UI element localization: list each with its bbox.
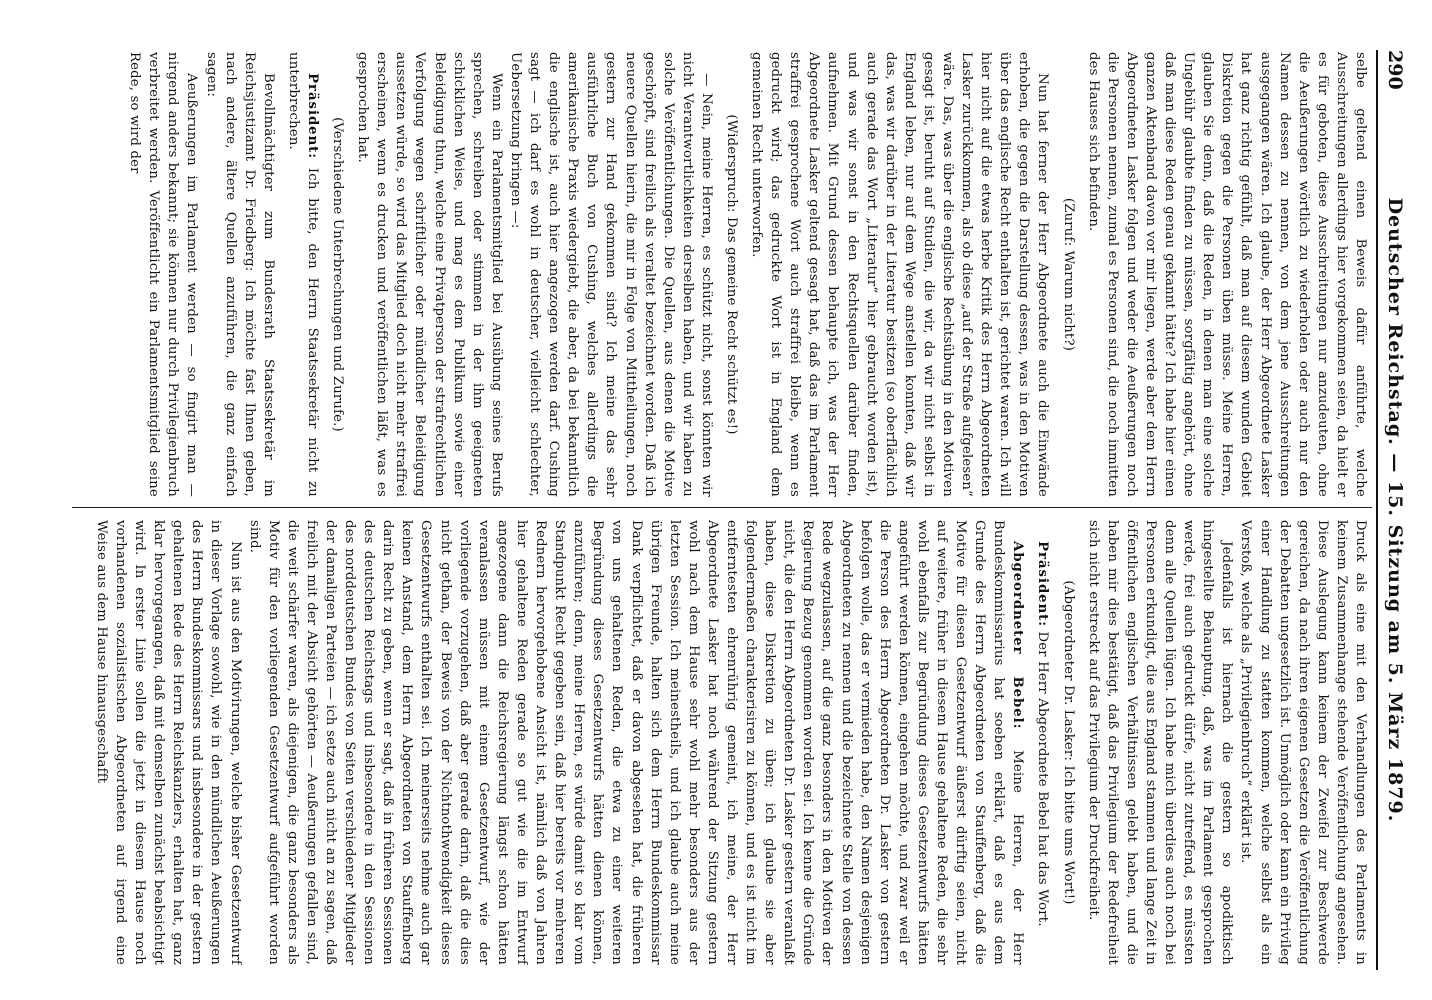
paragraph: selbe geltend einen Beweis dafür anführte, welche Ausschreitungen allerdings hier vorgekommen seien, da hielt er es für geboten, diese Ausschreitungen nur anzudeuten, ohne die Aeußerungen wörtlich zu wiederholen oder auch nur den Namen dessen zu nennen, von dem jene Ausschreitungen ausgegangen wären. Ich glaube, der Herr Abgeordnete Lasker hat ganz richtig gefühlt, daß man auf diesem wunden Gebiet Diskretion gegen die Personen üben müsse. Meine Herren, glauben Sie denn, daß die Reden, in denen man eine solche Ungebühr glaubte finden zu müssen, sorgfältig angehört, ohne daß man diese Reden genau gekannt hätte? Ich habe hier einen ganzen Aktenband davon vor mir liegen, werde aber dem Herrn Abgeordneten Lasker folgen und weder die Aeußerungen noch die Personen nennen, zumal es Personen sind, die noch inmitten des Hauses sich befinden. (1085, 52, 1368, 497)
speaker-name: Präsident: (305, 73, 321, 160)
speaker-name: Abgeordneter Bebel: (1010, 541, 1026, 730)
speaker-paragraph (284, 52, 322, 497)
quotation: Wenn ein Parlamentsmitglied bei Ausübung seines Berufs sprechen, schreiben oder stimmen in der ihm geeigneten schicklichen Weise, und mag es dem Publikum sowie einer Beleidigung thun, welche eine Privatperson der strafrechtlichen Verfolgung wegen schriftlicher oder mündlicher Beleidigung aussetzen würde, so wird das Mitglied doch nicht mehr straffrei erscheinen, wenn es drucken und veröffentlichen läßt, was es gesprochen hat. (355, 52, 504, 497)
interjection: (Zuruf: Warum nicht?) (1060, 197, 1076, 352)
speech-text: Meine Herren, der Herr Bundeskommissarius hat soeben erklärt, daß es aus dem Grunde des Herrn Abgeordneten von Stauffenberg, daß die Motive für diesen Gesetzentwurf äußerst dürftig seien, nicht auf weitere, früher in diesem Hause gehaltene Reden, die sehr wohl ebenfalls zur Begründung dieses Gesetzentwurfs hätten angeführt werden können, eingehen möchte, und zwar weil er die Person des Herrn Abgeordneten Dr. Lasker von gestern befolgen wolle, das er vermieden habe, den Namen desjenigen Abgeordneten zu nennen und die bezeichnete Stelle von dessen Rede wegzulassen, auf die ganz besonders in den Motiven der Regierung Bezug genommen worden sei. Ich kenne die Gründe nicht, die den Herrn Abgeordneten Dr. Lasker gestern veranlaßt haben, diese Diskretion zu üben; ich glaube sie aber folgendermaßen charakterisiren zu können, und es ist nicht im entferntesten ehrenrührig gemeint, ich meine, der Herr Abgeordnete Lasker hat noch während der Sitzung gestern wohl nach dem Hause sehr wohl mehr besonders aus der letzten Session. Ich meinestheils, und ich glaube auch meine übrigen Freunde, halten sich dem Herrn Bundeskommissar Dank verpflichtet, daß er davon abgesehen hat, die früheren von uns gehaltenen Reden, die etwa zu einer weiteren Begründung dieses Gesetzentwurfs hätten dienen können, anzuführen; denn, meine Herren, es würde damit so klar vom Standpunkt Recht gegeben sein, daß hier bereits vor mehreren Rednern hervorgehobene Ansicht ist, nämlich daß von Jahren hier gehaltene Reden gerade so gut wie die im Entwurf angezogene dann die Reichsregierung längst schon hätten veranlassen müssen mit einem Gesetzentwurf, wie der vorliegende vorzugehen, daß aber gerade darin, daß die dies nicht gethan, der Beweis von der Nichtnothwendigkeit dieses Gesetzentwurfs enthalten sei. Ich meinerseits nehme auch gar keinen Anstand, dem Herrn Abgeordneten von Stauffenberg darin Recht zu geben, wenn er sagt, daß in früheren Sessionen des deutschen Reichstags und insbesondere in den Sessionen des norddeutschen Bundes von Seiten verschiedener Mitglieder der damaligen Parteien — ich setze auch nicht an zu sagen, daß freilich mit der Absicht gehörten — Aeußerungen gefallen sind, die weit schärfer waren, als diejenigen, die ganz besonders als Motiv für den vorliegenden Gesetzentwurf aufgeführt worden sind. (246, 520, 1026, 965)
column-divider (72, 507, 1372, 508)
interjection: (Abgeordneter Dr. Lasker: Ich bitte ums Wort!) (1060, 580, 1076, 905)
paragraph: — Nein, meine Herren, es schützt nicht, sonst könnten wir nicht Verantwortlichkeiten derselben haben, und wir haben zu solche Veröffentlichungen. Die Quellen, aus denen die Motive geschöpft, sind freilich als veraltet bezeichnet worden. Daß ich neuere Quellen hierin, die mir in Folge von Mittheilungen, noch gestern zur Hand gekommen sind? Ich meine das sehr ausführliche Buch von Cushing, welches allerdings die amerikanische Praxis wiedergiebt, die aber, da bei bekanntlich die englische ist, auch hier angezogen werden darf. Cushing sagt — ich darf es wohl in deutscher, vielleicht schlechter, Uebersetzung bringen —: (507, 52, 714, 497)
paragraph: Nun ist aus den Motivirungen, welche bisher Gesetzentwurf in dieser Vorlage sowohl, wie in den mündlichen Aeußerungen des Herrn Bundeskommissars und insbesondere in der gestern gehaltenen Rede des Herrn Reichskanzlers, erhalten hat, ganz klar hervorgegangen, daß mit demselben zunächst beabsichtigt wird. In erster Linie sollen die jetzt in diesem Hause noch vorhandenen sozialistischen Abgeordneten auf irgend eine Weise aus dem Hause hinausgeschafft (93, 520, 243, 965)
speech-text: Der Herr Abgeordnete Bebel hat das Wort. (1035, 631, 1051, 927)
page-title: Deutscher Reichstag. — 15. Sitzung am 5. März 1879. (1384, 197, 1406, 823)
page-header (1376, 50, 1418, 970)
page-number: 290 (1384, 50, 1406, 90)
speaker-paragraph (245, 520, 1028, 965)
interjection: (Verschiedene Unterbrechungen und Zurufe.) (330, 117, 346, 432)
paragraph: Jedenfalls ist hiernach die gestern so apodiktisch hingestellte Behauptung, daß, was im Parlament gesprochen werde, frei auch gedruckt dürfe, nicht zutreffend, es müssten denn alle Quellen lügen. Ich habe mich überdies auch noch bei Personen erkundigt, die aus England stammen und lange Zeit in öffentlichen englischen Verhältnissen gelebt haben, und die haben mir dies bestätigt, daß das Privilegium der Redefreiheit sich nicht erstreckt auf das Privilegium der Druckfreiheit. (1085, 520, 1235, 965)
right-column (80, 520, 1370, 965)
speaker-paragraph (1033, 520, 1052, 965)
paragraph: Druck als eine mit den Verhandlungen des Parlaments in keinem Zusammenhange stehende Veröffentlichung angesehen. Diese Auslegung kann keinem der Zweifel zur Beschwerde gereichen, da nach ihren eigenen Gesetzen die Veröffentlichung der Debatten ungesetzlich ist. Unmöglich oder kann ein Privileg einer Handlung zu statten kommen, welche selbst als ein Verstoß, welche als „Privilegienbruch“ erklärt ist. (1238, 520, 1368, 965)
left-column (80, 52, 1370, 497)
speaker-name: Präsident: (1035, 541, 1051, 628)
paragraph: Bevollmächtigter zum Bundesrath Staatssekretär im Reichsjustizamt Dr. Friedberg: Ich möchte fast Ihnen geben, nach andere, ältere Quellen anzuführen, die ganz einfach sagen: (203, 52, 276, 497)
interjection: (Widerspruch: Das gemeine Recht schützt es!) (724, 114, 739, 435)
paragraph: Nun hat ferner der Herr Abgeordnete auch die Einwände erhoben, die gegen die Darstellung dessen, was in den Motiven über das englische Recht enthalten ist, gerichtet waren. Ich will hier nicht auf die etwas herbe Kritik des Herrn Abgeordneten Lasker zurückkommen, als ob diese „auf der Straße aufgelesen“ wäre. Das, was über die englische Rechtsübung in den Motiven gesagt ist, beruht auf Studien, die wir, da wir nicht selbst in England leben, nur auf dem Wege anstellen konnten, daß wir das, was wir darüber in der Literatur besitzen (so oberflächlich auch gerade das Wort „Literatur“ hier gebraucht worden ist), und was wir sonst in den Rechtsquellen darüber finden, aufnehmen. Mit Grund dessen behaupte ich, was der Herr Abgeordnete Lasker geltend gesagt hat, daß das im Parlament straffrei gesprochene Wort auch straffrei bleibe, wenn es gedruckt wird; das gedruckte Wort ist in England dem gemeinen Recht unterworfen. (749, 52, 1051, 497)
quotation: Aeußerungen im Parlament werden — so fingirt man — nirgend anders bekannt; sie können nur durch Privilegienbruch verbreitet werden. Veröffentlicht ein Parlamentsmitglied seine Rede, so wird der (127, 52, 200, 497)
speech-text: Ich bitte, den Herrn Staatssekretär nicht zu unterbrechen. (285, 52, 321, 497)
